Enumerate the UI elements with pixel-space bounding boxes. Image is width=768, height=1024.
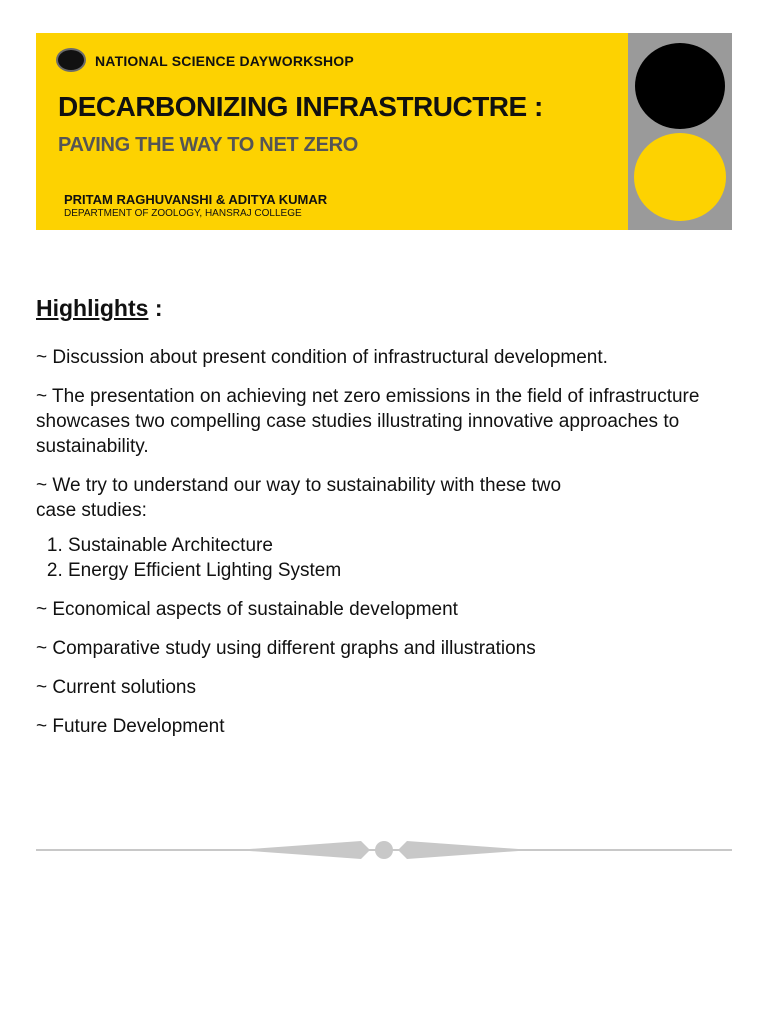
ornamental-divider	[36, 838, 732, 862]
highlight-item: ~ The presentation on achieving net zero emissions in the field of infrastructure showcases two compelling case studies illustrating innovative approaches to sustainability.	[36, 386, 700, 457]
highlight-item: ~ Future Development	[36, 716, 225, 737]
page-title: DECARBONIZING INFRASTRUCTRE :	[58, 91, 543, 122]
highlight-item: ~ Current solutions	[36, 677, 196, 698]
highlights-heading-suffix: :	[148, 295, 163, 321]
highlights-content	[36, 345, 716, 753]
case-study-list	[36, 533, 716, 583]
highlight-item: ~ Comparative study using different graphs and illustrations	[36, 638, 536, 659]
highlight-item: ~ We try to understand our way to sustainability with these two case studies:	[36, 475, 562, 521]
list-item: 1. Sustainable Architecture	[68, 533, 716, 558]
highlights-heading-text: Highlights	[36, 295, 149, 321]
workshop-label: NATIONAL SCIENCE DAYWORKSHOP	[95, 53, 354, 69]
highlight-item: ~ Economical aspects of sustainable development	[36, 599, 458, 620]
header-banner	[36, 33, 628, 230]
black-circle-icon	[635, 43, 725, 129]
authors: PRITAM RAGHUVANSHI & ADITYA KUMAR	[64, 192, 328, 207]
bullet-dot-icon	[58, 50, 84, 70]
divider-center-dot	[375, 841, 393, 859]
decorative-side-panel	[628, 33, 732, 230]
yellow-circle-icon	[634, 133, 726, 221]
department: DEPARTMENT OF ZOOLOGY, HANSRAJ COLLEGE	[64, 208, 302, 219]
divider-left-wing	[236, 841, 370, 859]
page-subtitle: PAVING THE WAY TO NET ZERO	[58, 134, 359, 156]
highlights-heading	[36, 295, 163, 322]
list-item: 2. Energy Efficient Lighting System	[68, 558, 716, 583]
divider-right-wing	[398, 841, 532, 859]
highlight-item: ~ Discussion about present condition of infrastructural development.	[36, 347, 608, 368]
